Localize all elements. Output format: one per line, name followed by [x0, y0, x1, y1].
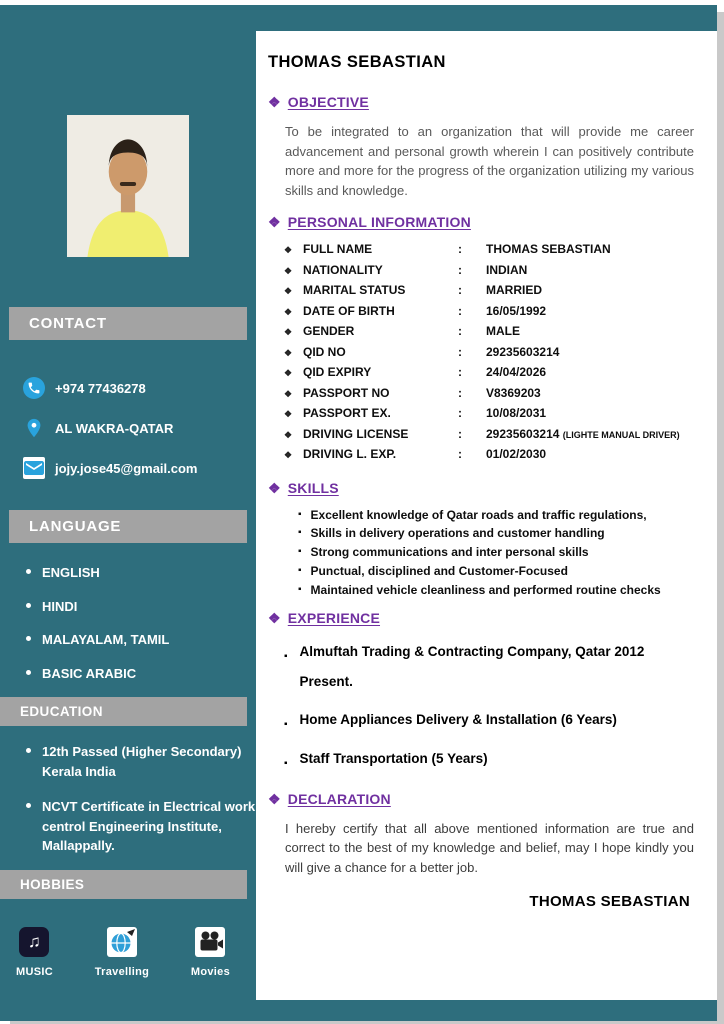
experience-heading-text: EXPERIENCE	[287, 610, 381, 627]
skills-list	[298, 506, 694, 601]
pi-label: GENDER	[303, 324, 355, 338]
square-bullet-icon: ▪	[298, 584, 302, 596]
diamond-bullet-icon: ❖	[284, 306, 293, 317]
skills-heading-text: SKILLS	[287, 479, 339, 496]
skill-text: Excellent knowledge of Qatar roads and traffic regulations,	[310, 507, 647, 522]
pi-colon: :	[458, 406, 462, 420]
personal-info-row	[284, 384, 694, 405]
experience-text: Home Appliances Delivery & Installation (6 Years)	[299, 711, 617, 727]
skill-text: Punctual, disciplined and Customer-Focused	[310, 564, 568, 579]
pi-colon: :	[458, 426, 462, 441]
declaration-heading	[268, 791, 694, 808]
skill-text: Strong communications and inter personal skills	[310, 545, 589, 560]
resume-main	[256, 31, 710, 910]
pi-value: THOMAS SEBASTIAN	[486, 242, 611, 256]
square-bullet-icon: ▪	[298, 527, 302, 539]
hobbies-row	[16, 927, 230, 978]
square-bullet-icon: ▪	[284, 757, 288, 769]
experience-text: Almuftah Trading & Contracting Company, Qatar 2012 Present.	[299, 644, 645, 689]
experience-heading	[268, 610, 694, 627]
contact-section-header	[9, 307, 247, 340]
section-experience	[256, 610, 710, 774]
movie-camera-icon	[195, 927, 225, 957]
personal-information-heading	[268, 214, 694, 231]
diamond-bullet-icon: ❖	[268, 214, 281, 230]
contact-location-value: AL WAKRA-QATAR	[55, 420, 174, 436]
pi-colon: :	[458, 242, 462, 256]
diamond-bullet-icon: ❖	[268, 790, 281, 807]
pi-label: PASSPORT NO	[303, 385, 390, 400]
diamond-bullet-icon: ❖	[284, 286, 293, 296]
email-icon	[22, 456, 46, 480]
pi-value-note: (LIGHTE MANUAL DRIVER)	[562, 429, 680, 440]
bottom-accent-bar	[0, 1000, 717, 1021]
pi-colon: :	[458, 385, 462, 400]
diamond-bullet-icon: ❖	[284, 429, 293, 440]
contact-location-row	[22, 416, 256, 440]
pi-label: DRIVING L. EXP.	[303, 447, 397, 461]
skill-item	[298, 562, 694, 581]
language-item	[26, 563, 256, 583]
personal-info-row	[284, 302, 694, 323]
language-label: MALAYALAM, TAMIL	[42, 632, 170, 647]
square-bullet-icon: ▪	[298, 508, 302, 520]
pi-colon: :	[458, 262, 462, 277]
bullet-dot	[26, 803, 31, 808]
skills-heading	[268, 480, 694, 497]
hobbies-title: HOBBIES	[20, 876, 85, 892]
language-item	[26, 597, 256, 617]
pi-colon: :	[458, 447, 462, 461]
section-skills	[256, 480, 710, 601]
declaration-text: I hereby certify that all above mentioned information are true and correct to the best of my knowledge and belief, may I hope kindly you will give a chance for a better job.	[285, 820, 694, 875]
diamond-bullet-icon: ❖	[284, 347, 293, 358]
bullet-dot	[26, 670, 31, 675]
objective-heading-text: OBJECTIVE	[287, 94, 369, 110]
pi-value: 29235603214	[486, 344, 560, 359]
pi-colon: :	[458, 344, 462, 359]
pi-label: PASSPORT EX.	[303, 406, 391, 420]
phone-icon	[22, 376, 46, 400]
pi-label: QID NO	[303, 344, 346, 359]
diamond-bullet-icon: ❖	[284, 388, 293, 399]
page-title: THOMAS SEBASTIAN	[268, 53, 446, 71]
pi-value: V8369203	[486, 385, 541, 400]
pi-colon: :	[458, 303, 462, 318]
hobbies-section-header	[0, 870, 247, 899]
contact-phone-value: +974 77436278	[55, 380, 146, 396]
diamond-bullet-icon: ❖	[284, 327, 293, 337]
personal-info-row	[284, 404, 694, 425]
education-text: 12th Passed (Higher Secondary) Kerala India	[42, 744, 242, 779]
language-item	[26, 664, 256, 684]
pi-colon: :	[458, 365, 462, 379]
skill-item	[298, 524, 694, 543]
pi-value	[486, 425, 694, 446]
pi-colon: :	[458, 283, 462, 297]
hobby-label: MUSIC	[16, 965, 53, 978]
skill-item	[298, 543, 694, 562]
pi-label: NATIONALITY	[303, 262, 383, 277]
language-list	[26, 563, 256, 683]
pi-label: QID EXPIRY	[303, 365, 372, 379]
bullet-dot	[26, 636, 31, 641]
contact-email-row	[22, 456, 256, 480]
diamond-bullet-icon: ❖	[284, 450, 293, 460]
contact-title: CONTACT	[29, 315, 107, 332]
experience-text: Staff Transportation (5 Years)	[299, 750, 488, 766]
pi-value: MALE	[486, 324, 520, 338]
language-title: LANGUAGE	[29, 518, 122, 535]
pi-label: DRIVING LICENSE	[303, 426, 409, 441]
pi-value: 10/08/2031	[486, 406, 547, 420]
signature-name: THOMAS SEBASTIAN	[529, 893, 690, 911]
education-list	[26, 742, 256, 856]
contact-phone-row	[22, 376, 256, 400]
language-label: BASIC ARABIC	[42, 665, 137, 681]
language-item	[26, 630, 256, 650]
skill-item	[298, 581, 694, 600]
language-label: HINDI	[42, 598, 78, 614]
music-icon: ♫	[19, 927, 49, 957]
diamond-bullet-icon: ❖	[268, 610, 281, 627]
square-bullet-icon: ▪	[298, 565, 302, 577]
declaration-heading-text: DECLARATION	[287, 790, 391, 807]
education-item	[26, 742, 256, 781]
top-accent-bar	[0, 5, 717, 31]
page-shadow-right	[717, 12, 724, 1024]
pi-value: 16/05/1992	[486, 303, 547, 318]
objective-text: To be integrated to an organization that will provide me career advancement and personal growth wherein I can positively contribute more and more for the progress of the organization utilizing my various skills and knowledge.	[285, 124, 694, 198]
bullet-dot	[26, 603, 31, 608]
diamond-bullet-icon: ❖	[268, 94, 281, 110]
skill-text: Skills in delivery operations and customer handling	[310, 526, 605, 541]
section-declaration	[256, 791, 710, 911]
contact-email-value: jojy.jose45@gmail.com	[55, 460, 198, 476]
education-title: EDUCATION	[20, 704, 103, 719]
pi-value-main: 29235603214	[486, 426, 560, 441]
education-item	[26, 797, 256, 856]
diamond-bullet-icon: ❖	[268, 479, 281, 496]
pi-value: INDIAN	[486, 262, 528, 277]
diamond-bullet-icon: ❖	[284, 245, 293, 255]
personal-information-rows	[284, 240, 694, 466]
hobby-music	[16, 927, 53, 978]
skill-item	[298, 506, 694, 525]
experience-item	[284, 744, 694, 775]
language-label: ENGLISH	[42, 565, 100, 580]
square-bullet-icon: ▪	[284, 651, 288, 663]
personal-info-row	[284, 363, 694, 384]
personal-info-row	[284, 343, 694, 364]
personal-info-row	[284, 322, 694, 343]
pi-label: MARITAL STATUS	[303, 283, 406, 297]
square-bullet-icon: ▪	[298, 546, 302, 558]
personal-info-row	[284, 240, 694, 261]
objective-heading	[268, 94, 694, 111]
pi-value: 01/02/2030	[486, 447, 547, 461]
personal-info-row	[284, 261, 694, 282]
personal-info-row	[284, 445, 694, 466]
diamond-bullet-icon: ❖	[284, 368, 293, 378]
personal-info-row	[284, 281, 694, 302]
personal-information-heading-text: PERSONAL INFORMATION	[287, 214, 471, 230]
section-personal-information	[256, 214, 710, 466]
contact-list	[22, 376, 256, 480]
profile-photo	[67, 115, 189, 257]
personal-info-row	[284, 425, 694, 446]
experience-item	[284, 705, 694, 736]
sidebar	[0, 31, 256, 1000]
location-pin-icon	[22, 416, 46, 440]
bullet-dot	[26, 569, 31, 574]
travel-globe-icon	[107, 927, 137, 957]
pi-label: FULL NAME	[303, 242, 373, 256]
pi-label: DATE OF BIRTH	[303, 303, 395, 318]
hobby-label: Travelling	[94, 965, 150, 978]
diamond-bullet-icon: ❖	[284, 265, 293, 276]
education-text: NCVT Certificate in Electrical work centrol Engineering Institute, Mallappally.	[42, 799, 256, 853]
square-bullet-icon: ▪	[284, 718, 288, 730]
pi-value: MARRIED	[486, 283, 542, 297]
hobby-travelling	[95, 927, 149, 978]
language-section-header	[9, 510, 247, 543]
section-objective	[256, 94, 710, 200]
experience-list	[284, 637, 694, 774]
experience-item	[284, 637, 694, 696]
hobby-movies	[191, 927, 230, 978]
diamond-bullet-icon: ❖	[284, 409, 293, 419]
pi-colon: :	[458, 324, 462, 338]
bullet-dot	[26, 748, 31, 753]
pi-value: 24/04/2026	[486, 365, 547, 379]
skill-text: Maintained vehicle cleanliness and performed routine checks	[310, 583, 661, 598]
education-section-header	[0, 697, 247, 726]
hobby-label: Movies	[190, 965, 230, 978]
